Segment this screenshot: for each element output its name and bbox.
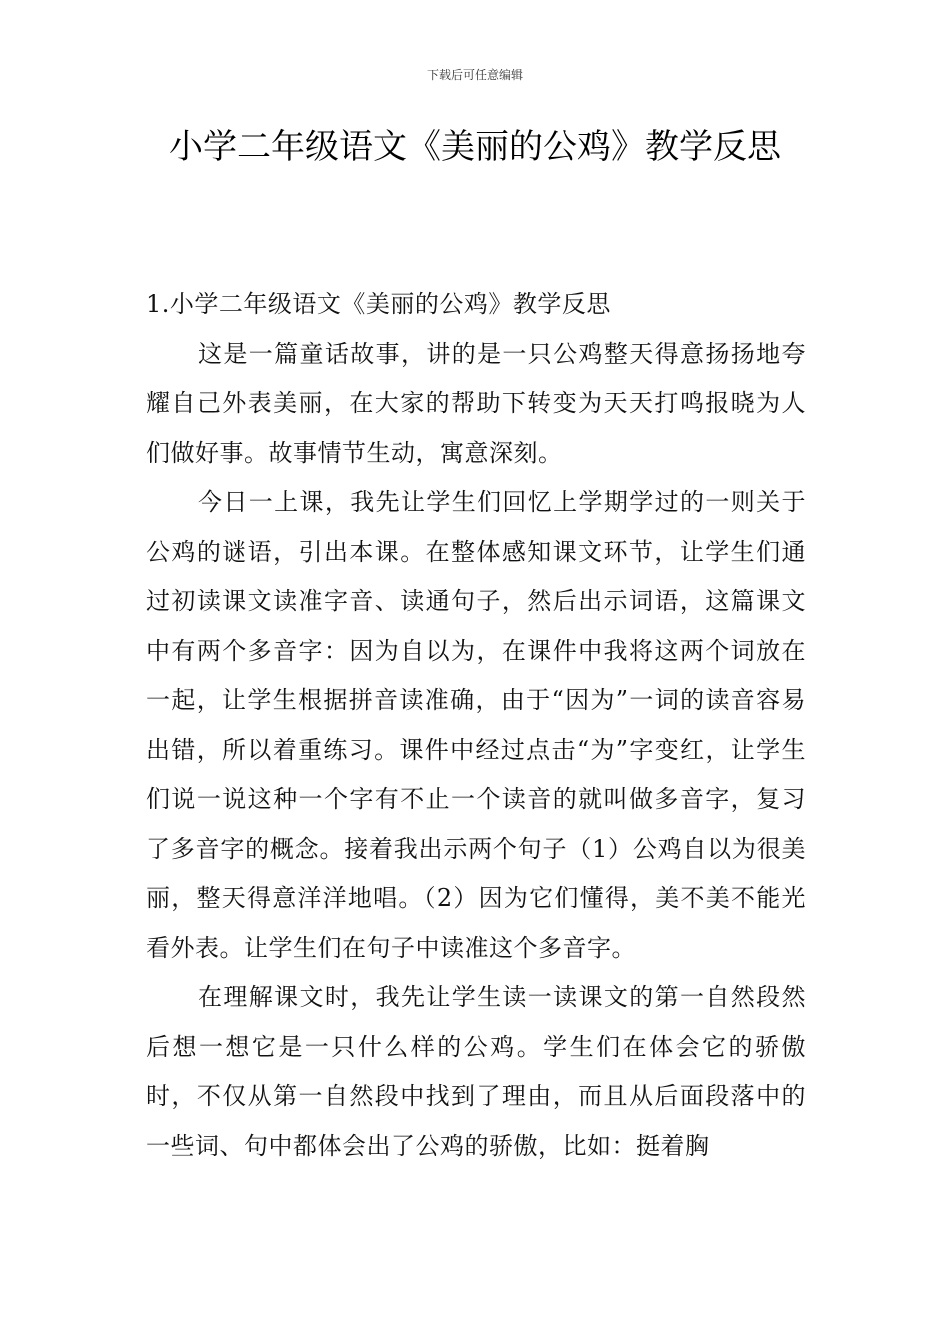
paragraph-3: 在理解课文时，我先让学生读一读课文的第一自然段然后想一想它是一只什么样的公鸡。学生们在体会它的骄傲时，不仅从第一自然段中找到了理由，而且从后面段落中的一些词、句中都体会出了公鸡的骄傲，比如：挺着胸 <box>146 983 806 1160</box>
document-body <box>146 280 806 1171</box>
paragraph-2: 今日一上课，我先让学生们回忆上学期学过的一则关于公鸡的谜语，引出本课。在整体感知课文环节，让学生们通过初读课文读准字音、读通句子，然后出示词语，这篇课文中有两个多音字：因为自以为，在课件中我将这两个词放在一起，让学生根据拼音读准确，由于“因为”一词的读音容易出错，所以着重练习。课件中经过点击“为”字变红，让学生们说一说这种一个字有不止一个读音的就叫做多音字，复习了多音字的概念。接着我出示两个句子（1）公鸡自以为很美丽，整天得意洋洋地唱。（2）因为它们懂得，美不美不能光看外表。让学生们在句子中读准这个多音字。 <box>146 488 806 962</box>
paragraph-1: 这是一篇童话故事，讲的是一只公鸡整天得意扬扬地夸耀自己外表美丽，在大家的帮助下转变为天天打鸣报晓为人们做好事。故事情节生动，寓意深刻。 <box>146 339 806 467</box>
section-heading: 1.小学二年级语文《美丽的公鸡》教学反思 <box>146 290 611 318</box>
page-header-note: 下载后可任意编辑 <box>426 68 523 82</box>
document-title: 小学二年级语文《美丽的公鸡》教学反思 <box>169 127 781 167</box>
